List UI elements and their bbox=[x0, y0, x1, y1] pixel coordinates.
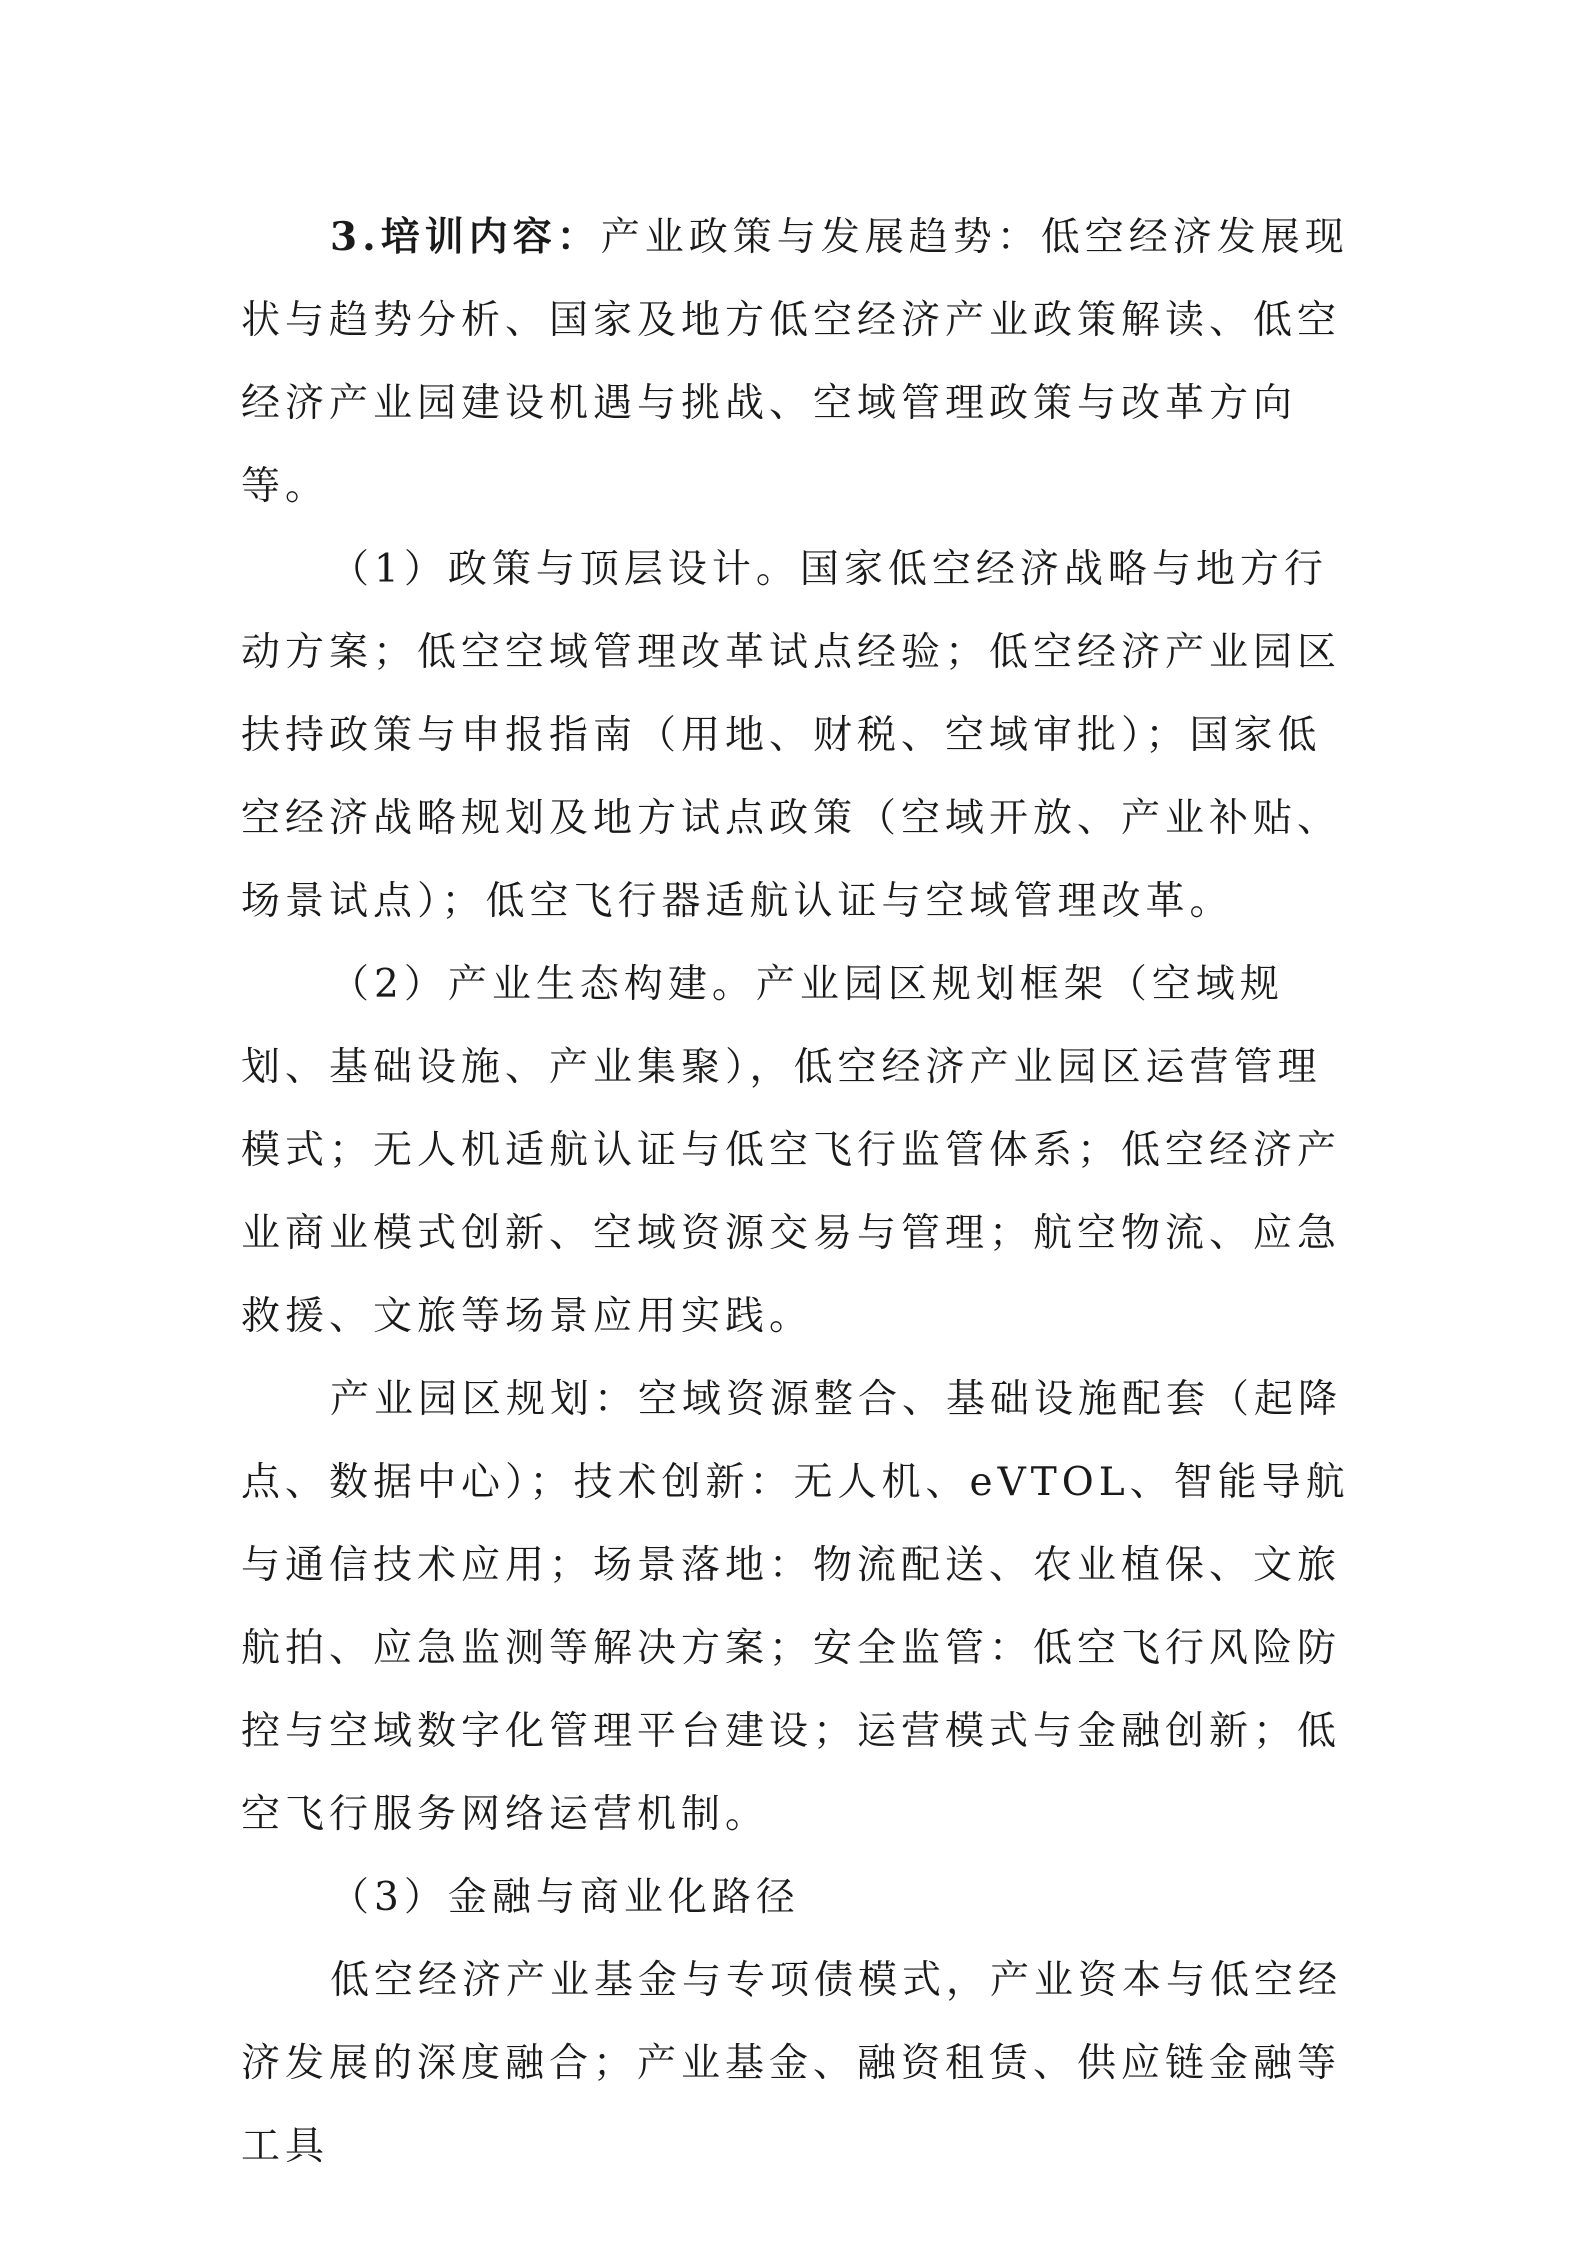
document-body bbox=[241, 196, 1356, 2188]
paragraph-industry-ecosystem bbox=[241, 943, 1356, 1358]
paragraph-policy-design bbox=[241, 528, 1356, 943]
paragraph-finance-body bbox=[241, 1939, 1356, 2188]
paragraph-training-content bbox=[241, 196, 1356, 528]
paragraph-text: 低空经济产业基金与专项债模式，产业资本与低空经济发展的深度融合；产业基金、融资租赁、供应链金融等工具 bbox=[241, 1958, 1343, 2169]
section-lead: 3.培训内容： bbox=[330, 214, 601, 260]
paragraph-finance-heading bbox=[241, 1856, 1356, 1939]
paragraph-text: （2）产业生态构建。产业园区规划框架（空域规划、基础设施、产业集聚），低空经济产业园区运营管理模式；无人机适航认证与低空飞行监管体系；低空经济产业商业模式创新、空域资源交易与管理；航空物流、应急救援、文旅等场景应用实践。 bbox=[241, 962, 1342, 1339]
paragraph-text: （1）政策与顶层设计。国家低空经济战略与地方行动方案；低空空域管理改革试点经验；低空经济产业园区扶持政策与申报指南（用地、财税、空域审批）；国家低空经济战略规划及地方试点政策（空域开放、产业补贴、场景试点）；低空飞行器适航认证与空域管理改革。 bbox=[241, 547, 1342, 924]
paragraph-text: （3）金融与商业化路径 bbox=[330, 1875, 800, 1920]
paragraph-text: 产业政策与发展趋势：低空经济发展现状与趋势分析、国家及地方低空经济产业政策解读、低空经济产业园建设机遇与挑战、空域管理政策与改革方向等。 bbox=[241, 215, 1349, 509]
paragraph-park-planning bbox=[241, 1358, 1356, 1856]
paragraph-text: 产业园区规划：空域资源整合、基础设施配套（起降点、数据中心）；技术创新：无人机、eVTOL、智能导航与通信技术应用；场景落地：物流配送、农业植保、文旅航拍、应急监测等解决方案；安全监管：低空飞行风险防控与空域数字化管理平台建设；运营模式与金融创新；低空飞行服务网络运营机制。 bbox=[241, 1377, 1350, 1837]
